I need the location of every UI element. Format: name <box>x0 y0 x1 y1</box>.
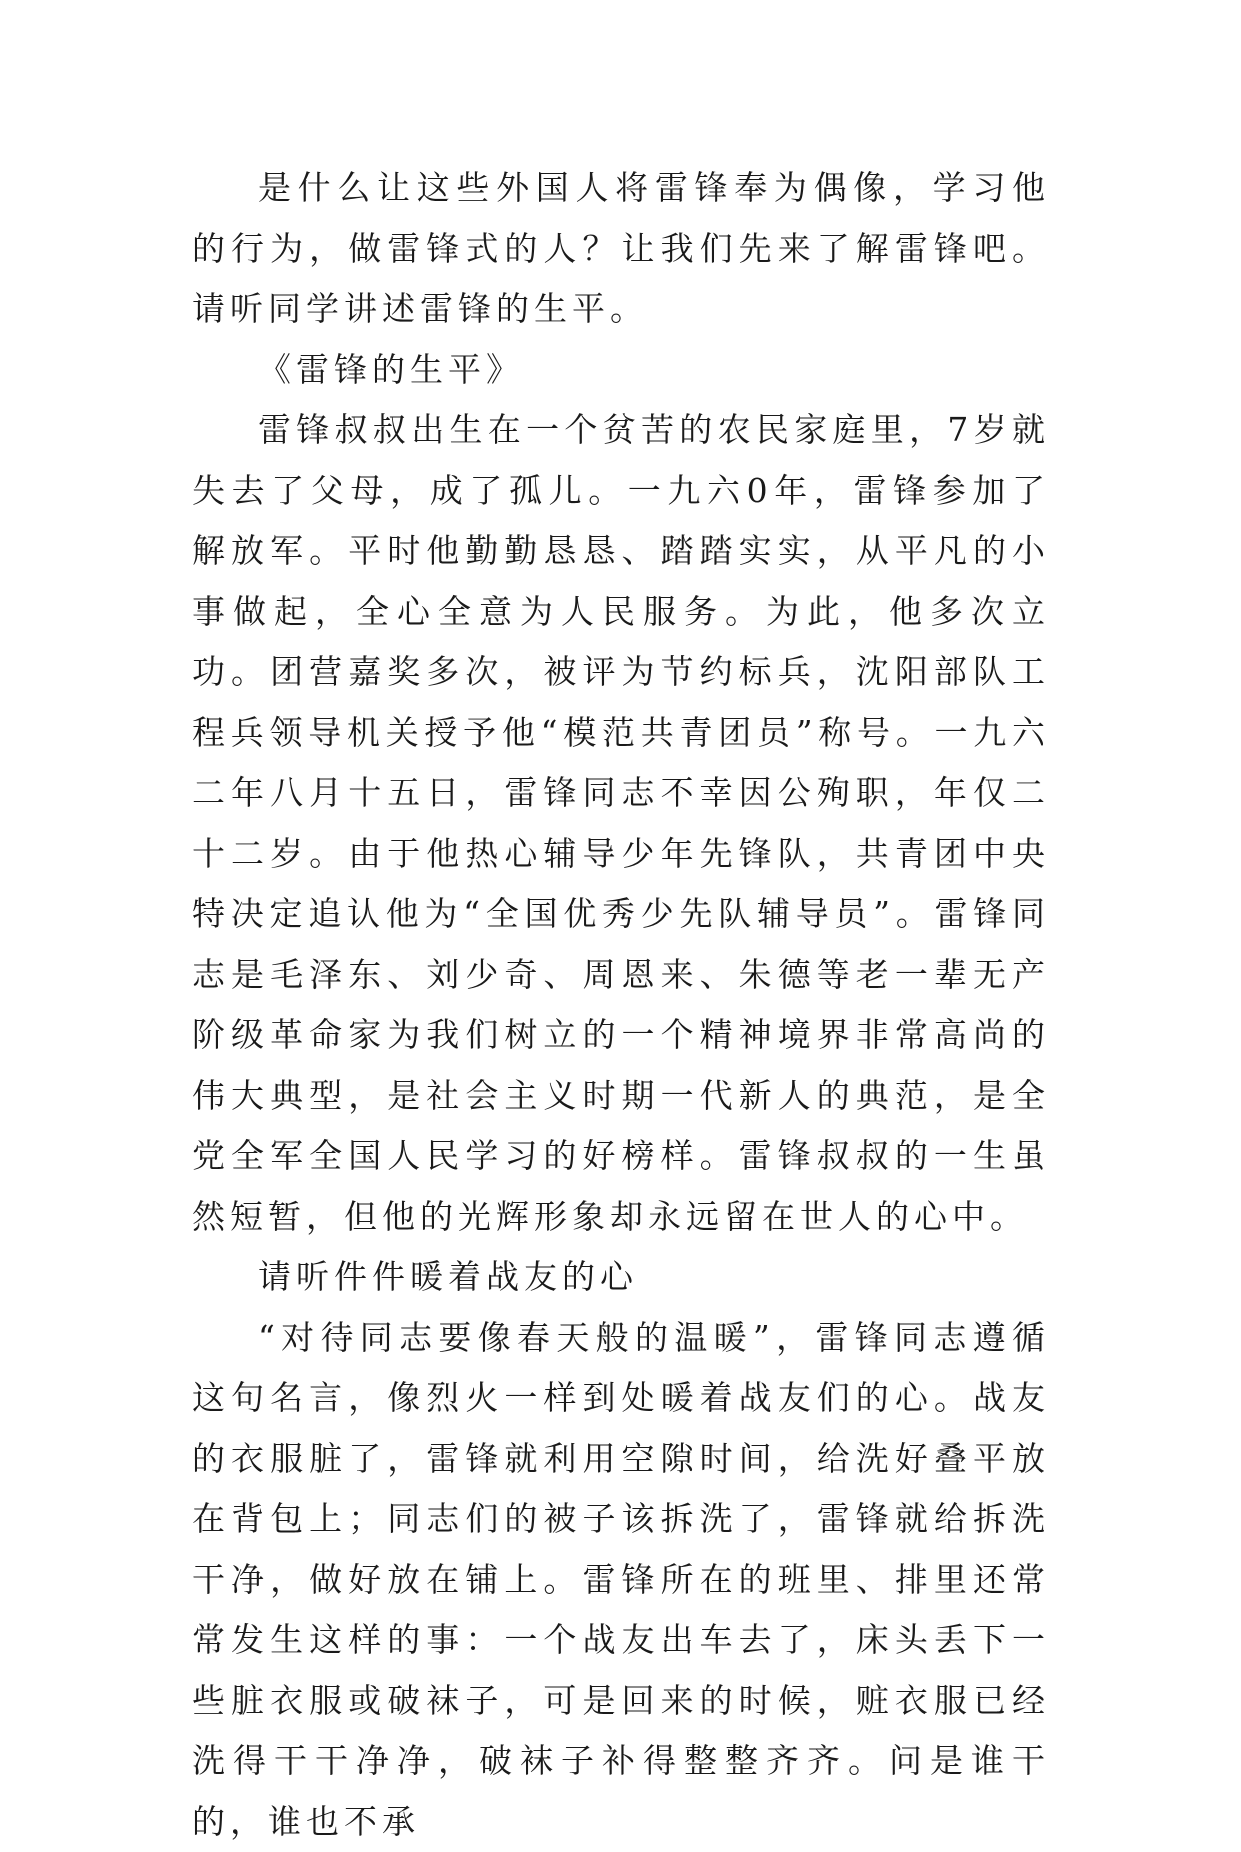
section-title-life: 《雷锋的生平》 <box>192 340 1050 401</box>
paragraph-life: 雷锋叔叔出生在一个贫苦的农民家庭里，7岁就失去了父母，成了孤儿。一九六0年，雷锋参加了解放军。平时他勤勤恳恳、踏踏实实，从平凡的小事做起，全心全意为人民服务。为此，他多次立功。团营嘉奖多次，被评为节约标兵，沈阳部队工程兵领导机关授予他“模范共青团员”称号。一九六二年八月十五日，雷锋同志不幸因公殉职，年仅二十二岁。由于他热心辅导少年先锋队，共青团中央特决定追认他为“全国优秀少先队辅导员”。雷锋同志是毛泽东、刘少奇、周恩来、朱德等老一辈无产阶级革命家为我们树立的一个精神境界非常高尚的伟大典型，是社会主义时期一代新人的典范，是全党全军全国人民学习的好榜样。雷锋叔叔的一生虽然短暂，但他的光辉形象却永远留在世人的心中。 <box>192 400 1050 1247</box>
paragraph-intro: 是什么让这些外国人将雷锋奉为偶像，学习他的行为，做雷锋式的人？让我们先来了解雷锋吧。请听同学讲述雷锋的生平。 <box>192 158 1050 340</box>
section-title-comrades: 请听件件暖着战友的心 <box>192 1247 1050 1308</box>
document-body <box>192 158 1050 1852</box>
paragraph-comrades: “对待同志要像春天般的温暖”，雷锋同志遵循这句名言，像烈火一样到处暖着战友们的心。战友的衣服脏了，雷锋就利用空隙时间，给洗好叠平放在背包上；同志们的被子该拆洗了，雷锋就给拆洗干净，做好放在铺上。雷锋所在的班里、排里还常常发生这样的事：一个战友出车去了，床头丢下一些脏衣服或破袜子，可是回来的时候，赃衣服已经洗得干干净净，破袜子补得整整齐齐。问是谁干的，谁也不承 <box>192 1308 1050 1852</box>
